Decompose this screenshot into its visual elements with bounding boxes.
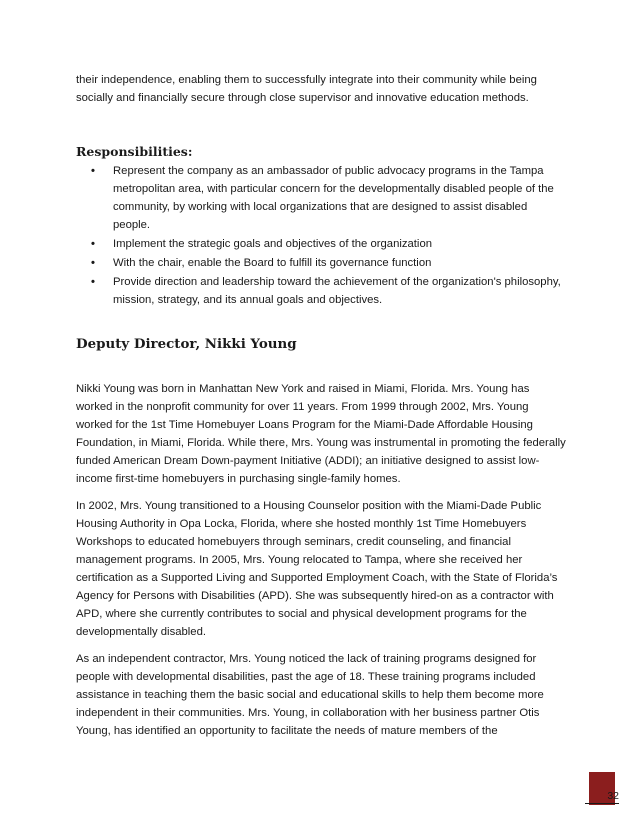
list-item <box>76 235 566 253</box>
page-content <box>76 71 566 749</box>
bio-paragraph-2: In 2002, Mrs. Young transitioned to a Housing Counselor position with the Miami-Dade Public Housing Authority in Opa Locka, Florida, where she hosted monthly 1st Time Homebuyers Workshops to educated homebuyers through seminars, credit counseling, and financial management programs. In 2005, Mrs. Young relocated to Tampa, where she received her certification as a Supported Living and Supported Employment Coach, with the State of Florida’s Agency for Persons with Disabilities (APD). She was subsequently hired-on as a contractor with APD, where she currently contributes to social and physical development programs for the developmentally disabled. <box>76 500 558 638</box>
list-item-text: Represent the company as an ambassador of public advocacy programs in the Tampa metropolitan area, with particular concern for the developmentally disabled people of the community, by working with local organizations that are designed to assist disabled people. <box>113 165 554 231</box>
deputy-director-heading: Deputy Director, Nikki Young <box>76 336 297 352</box>
responsibilities-heading: Responsibilities: <box>76 144 193 159</box>
bullet-icon: • <box>91 276 95 288</box>
bullet-icon: • <box>91 257 95 269</box>
list-item <box>76 162 566 234</box>
list-item-text: Provide direction and leadership toward the achievement of the organization's philosophy, mission, strategy, and its annual goals and objectives. <box>113 276 561 306</box>
bullet-icon: • <box>91 165 95 177</box>
list-item <box>76 273 566 309</box>
intro-paragraph: their independence, enabling them to successfully integrate into their community while being socially and financially secure through close supervisor and innovative education methods. <box>76 74 537 104</box>
bio-paragraph-1: Nikki Young was born in Manhattan New York and raised in Miami, Florida. Mrs. Young has worked in the nonprofit community for over 11 years. From 1999 through 2002, Mrs. Young worked for the 1st Time Homebuyer Loans Program for the Miami-Dade Affordable Housing Foundation, in Miami, Florida. While there, Mrs. Young was instrumental in promoting the federally funded American Dream Down-payment Initiative (ADDI); an initiative designed to assist low-income first-time homebuyers in purchasing single-family homes. <box>76 383 566 485</box>
page-number: 32 <box>585 790 619 804</box>
list-item-text: With the chair, enable the Board to fulfill its governance function <box>113 257 432 269</box>
list-item-text: Implement the strategic goals and objectives of the organization <box>113 238 433 250</box>
responsibilities-list <box>76 162 566 309</box>
bio-paragraph-3: As an independent contractor, Mrs. Young noticed the lack of training programs designed for people with developmental disabilities, past the age of 18. These training programs included assistance in teaching them the basic social and educational skills to help them become more independent in their communities. Mrs. Young, in collaboration with her business partner Otis Young, has identified an opportunity to facilitate the needs of mature members of the <box>76 653 544 737</box>
bullet-icon: • <box>91 238 95 250</box>
list-item <box>76 254 566 272</box>
